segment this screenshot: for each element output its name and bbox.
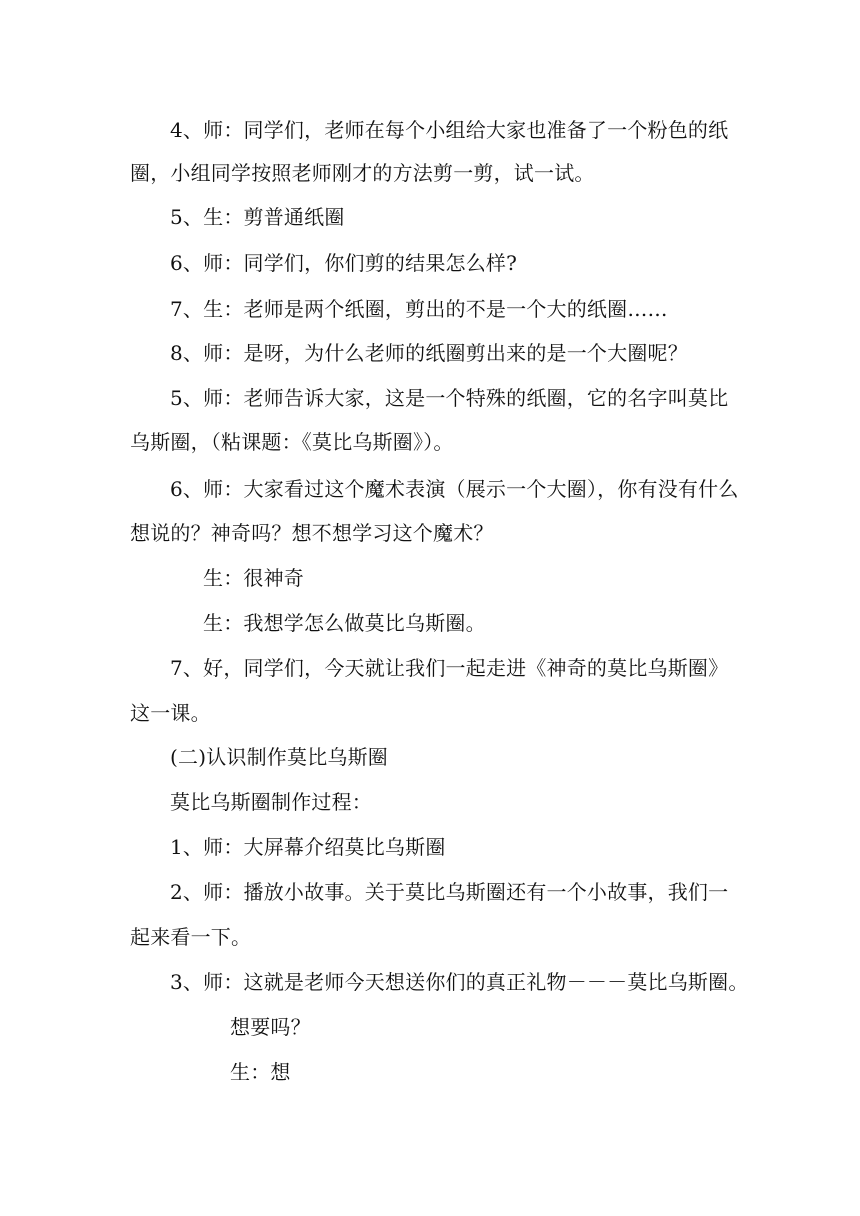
paragraph-line: 1、师：大屏幕介绍莫比乌斯圈 (170, 835, 446, 859)
paragraph-line: 生：想 (230, 1060, 291, 1084)
paragraph-line: 莫比乌斯圈制作过程： (170, 790, 372, 814)
paragraph-line: 5、师：老师告诉大家，这是一个特殊的纸圈，它的名字叫莫比 (170, 386, 729, 410)
paragraph-line: 8、师：是呀，为什么老师的纸圈剪出来的是一个大圈呢？ (170, 341, 688, 365)
paragraph-line: 6、师：大家看过这个魔术表演（展示一个大圈），你有没有什么 (170, 477, 739, 501)
paragraph-line: 乌斯圈，（粘课题：《莫比乌斯圈》）。 (130, 430, 454, 454)
paragraph-line: 这一课。 (130, 701, 211, 725)
paragraph-line: 4、师：同学们，老师在每个小组给大家也准备了一个粉色的纸 (170, 118, 729, 142)
paragraph-line: 7、生：老师是两个纸圈，剪出的不是一个大的纸圈…… (170, 297, 668, 321)
paragraph-line: 7、好，同学们，今天就让我们一起走进《神奇的莫比乌斯圈》 (170, 656, 729, 680)
paragraph-line: 圈，小组同学按照老师刚才的方法剪一剪，试一试。 (130, 161, 595, 185)
paragraph-line: 5、生：剪普通纸圈 (170, 205, 345, 229)
paragraph-line: 2、师：播放小故事。关于莫比乌斯圈还有一个小故事，我们一 (170, 880, 729, 904)
section-heading: (二)认识制作莫比乌斯圈 (170, 745, 389, 769)
paragraph-line: 生：我想学怎么做莫比乌斯圈。 (203, 611, 486, 635)
paragraph-line: 起来看一下。 (130, 925, 252, 949)
paragraph-line: 想要吗？ (230, 1015, 311, 1039)
paragraph-line: 生：很神奇 (203, 566, 304, 590)
paragraph-line: 3、师：这就是老师今天想送你们的真正礼物－－－莫比乌斯圈。 (170, 970, 749, 994)
paragraph-line: 6、师：同学们，你们剪的结果怎么样? (170, 251, 518, 275)
paragraph-line: 想说的？神奇吗？想不想学习这个魔术？ (130, 521, 494, 545)
